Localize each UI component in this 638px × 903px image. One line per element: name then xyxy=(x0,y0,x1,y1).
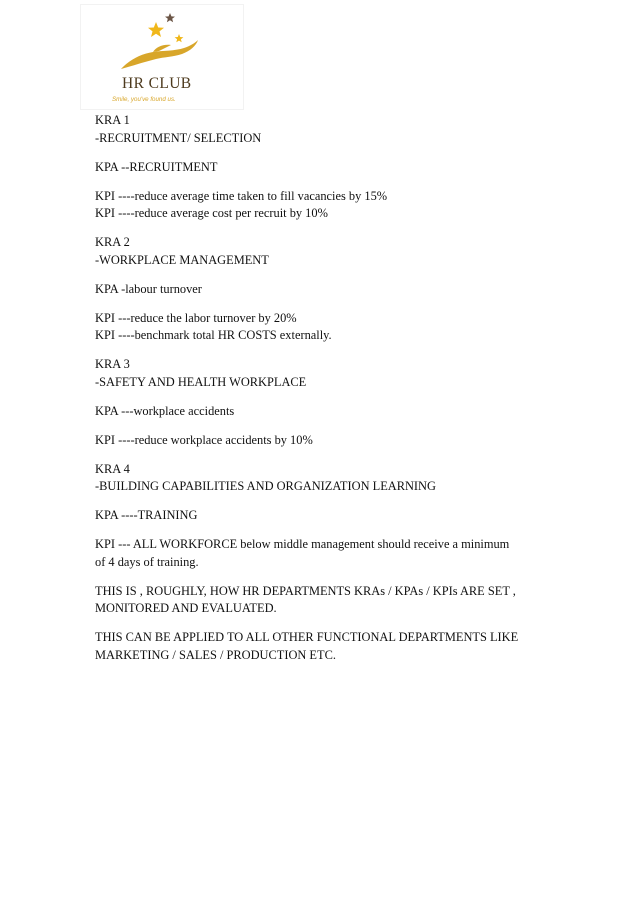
section-spacer xyxy=(95,525,615,537)
section-spacer xyxy=(95,420,615,432)
section-spacer xyxy=(95,391,615,403)
summary-line-2: MONITORED AND EVALUATED. xyxy=(95,601,277,615)
section-spacer xyxy=(95,345,615,357)
section-spacer xyxy=(95,496,615,508)
kra1-subtitle: -RECRUITMENT/ SELECTION xyxy=(95,130,262,145)
section-spacer xyxy=(95,147,615,159)
hr-club-logo-graphic xyxy=(81,5,243,109)
kra4-kpa: KPA ----TRAINING xyxy=(95,508,198,522)
kra4-kpi-line-1: KPI --- ALL WORKFORCE below middle management should receive a minimum xyxy=(95,537,510,551)
kra4-title: KRA 4 xyxy=(95,461,130,476)
kra1-kpi-2: KPI ----reduce average cost per recruit by 10% xyxy=(95,206,328,220)
kra4-subtitle: -BUILDING CAPABILITIES AND ORGANIZATION LEARNING xyxy=(95,479,436,493)
hand-icon xyxy=(121,40,198,69)
logo-name: HR CLUB xyxy=(122,75,192,92)
kra1-kpi-1: KPI ----reduce average time taken to fill vacancies by 15% xyxy=(95,188,388,203)
document-body xyxy=(95,112,615,664)
closing-line-2: MARKETING / SALES / PRODUCTION ETC. xyxy=(95,647,336,662)
closing-line-1: THIS CAN BE APPLIED TO ALL OTHER FUNCTIONAL DEPARTMENTS LIKE xyxy=(95,630,519,644)
kra3-title: KRA 3 xyxy=(95,357,130,371)
section-spacer xyxy=(95,298,615,310)
kra4-kpi-line-2: of 4 days of training. xyxy=(95,554,199,569)
section-spacer xyxy=(95,618,615,630)
kra2-kpi-1: KPI ---reduce the labor turnover by 20% xyxy=(95,310,297,325)
kra2-title: KRA 2 xyxy=(95,235,130,249)
kra2-subtitle: -WORKPLACE MANAGEMENT xyxy=(95,252,269,267)
logo-tagline: Smile, you've found us. xyxy=(112,96,176,103)
kra3-kpi-1: KPI ----reduce workplace accidents by 10% xyxy=(95,432,313,447)
section-spacer xyxy=(95,571,615,583)
gold-star-icon xyxy=(148,22,164,37)
kra3-kpa: KPA ---workplace accidents xyxy=(95,403,235,418)
section-spacer xyxy=(95,223,615,235)
hr-club-logo xyxy=(80,4,244,110)
small-gold-star-icon xyxy=(175,34,184,42)
section-spacer xyxy=(95,449,615,461)
kra3-subtitle: -SAFETY AND HEALTH WORKPLACE xyxy=(95,374,307,389)
summary-line-1: THIS IS , ROUGHLY, HOW HR DEPARTMENTS KRAs / KPAs / KPIs ARE SET , xyxy=(95,583,516,598)
kra1-title: KRA 1 xyxy=(95,113,130,127)
section-spacer xyxy=(95,269,615,281)
section-spacer xyxy=(95,176,615,188)
dark-star-icon xyxy=(165,13,175,22)
kra2-kpa: KPA -labour turnover xyxy=(95,281,202,296)
kra2-kpi-2: KPI ----benchmark total HR COSTS externally. xyxy=(95,328,332,342)
kra1-kpa: KPA --RECRUITMENT xyxy=(95,159,218,174)
